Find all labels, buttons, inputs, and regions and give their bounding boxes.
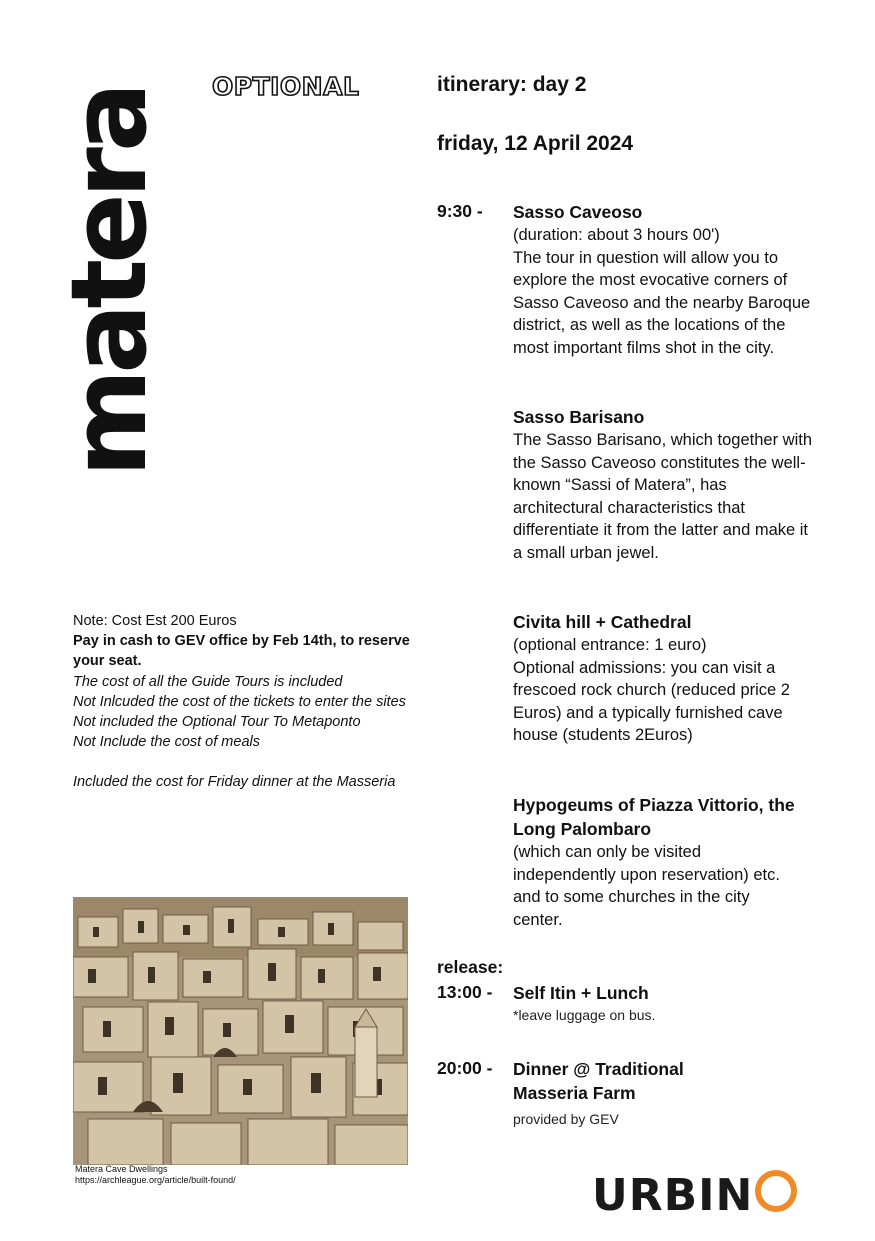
itinerary-date: friday, 12 April 2024	[437, 132, 634, 155]
cost-line: Note: Cost Est 200 Euros	[73, 613, 237, 629]
schedule-item	[513, 405, 813, 564]
item-text: (optional entrance: 1 euro)	[513, 636, 707, 654]
item-title: Sasso Caveoso	[513, 202, 643, 222]
item-text: (duration: about 3 hours 00')	[513, 226, 720, 244]
optional-tag: OPTIONAL	[212, 72, 360, 101]
schedule-item	[513, 610, 813, 747]
item-title: Hypogeums of Piazza Vittorio, the Long Palombaro	[513, 795, 795, 839]
photo-caption	[75, 1164, 236, 1186]
caption-source: https://archleague.org/article/built-found/	[75, 1175, 236, 1185]
detail-line: Not Include the cost of meals	[73, 734, 260, 751]
item-text: The Sasso Barisano, which together with the Sasso Caveoso constitutes the well-known “Sassi of Matera”, has architectural characteristics that differentiate it from the latter and make it a small urban jewel.	[513, 431, 812, 562]
payment-line: Pay in cash to GEV office by Feb 14th, to reserve your seat.	[73, 633, 410, 670]
item-text: Optional admissions: you can visit a frescoed rock church (reduced price 2 Euros) and a typically furnished cave house (students 2Euros)	[513, 658, 790, 744]
release-note: *leave luggage on bus.	[513, 1007, 656, 1023]
item-text: (which can only be visited independently upon reservation) etc. and to some churches in the city center.	[513, 843, 780, 929]
detail-line: The cost of all the Guide Tours is included	[73, 673, 343, 690]
schedule-item	[513, 200, 813, 359]
title-text: matera	[48, 86, 171, 478]
itinerary-heading: itinerary: day 2	[437, 73, 587, 96]
matera-photo	[73, 897, 408, 1165]
release-item	[513, 981, 813, 1025]
item-text: The tour in question will allow you to explore the most evocative corners of Sasso Caveoso and the nearby Baroque district, as well as the locations of the most important films shot in the city.	[513, 248, 811, 357]
detail-line: Not included the Optional Tour To Metaponto	[73, 714, 361, 731]
item-title: Civita hill + Cathedral	[513, 612, 692, 632]
cave-dwellings-image	[73, 897, 408, 1165]
release-time: 20:00 -	[437, 1058, 493, 1078]
release-label: release:	[437, 957, 504, 977]
caption-title: Matera Cave Dwellings	[75, 1164, 168, 1174]
schedule-item	[513, 793, 803, 931]
detail-line: Not Inlcuded the cost of the tickets to enter the sites	[73, 693, 406, 710]
release-note: provided by GEV	[513, 1111, 619, 1127]
logo-o-circle	[755, 1170, 797, 1212]
schedule-time: 9:30 -	[437, 201, 483, 221]
release-item	[513, 1057, 743, 1129]
included-line: Included the cost for Friday dinner at the Masseria	[73, 774, 396, 791]
urbino-logo	[592, 1170, 797, 1221]
item-title: Sasso Barisano	[513, 407, 645, 427]
page-title-vertical	[48, 82, 171, 482]
release-title: Dinner @ Traditional Masseria Farm	[513, 1059, 684, 1103]
cost-note	[73, 611, 418, 793]
logo-text: URBIN	[592, 1170, 754, 1221]
release-title: Self Itin + Lunch	[513, 983, 649, 1003]
release-time: 13:00 -	[437, 982, 493, 1002]
